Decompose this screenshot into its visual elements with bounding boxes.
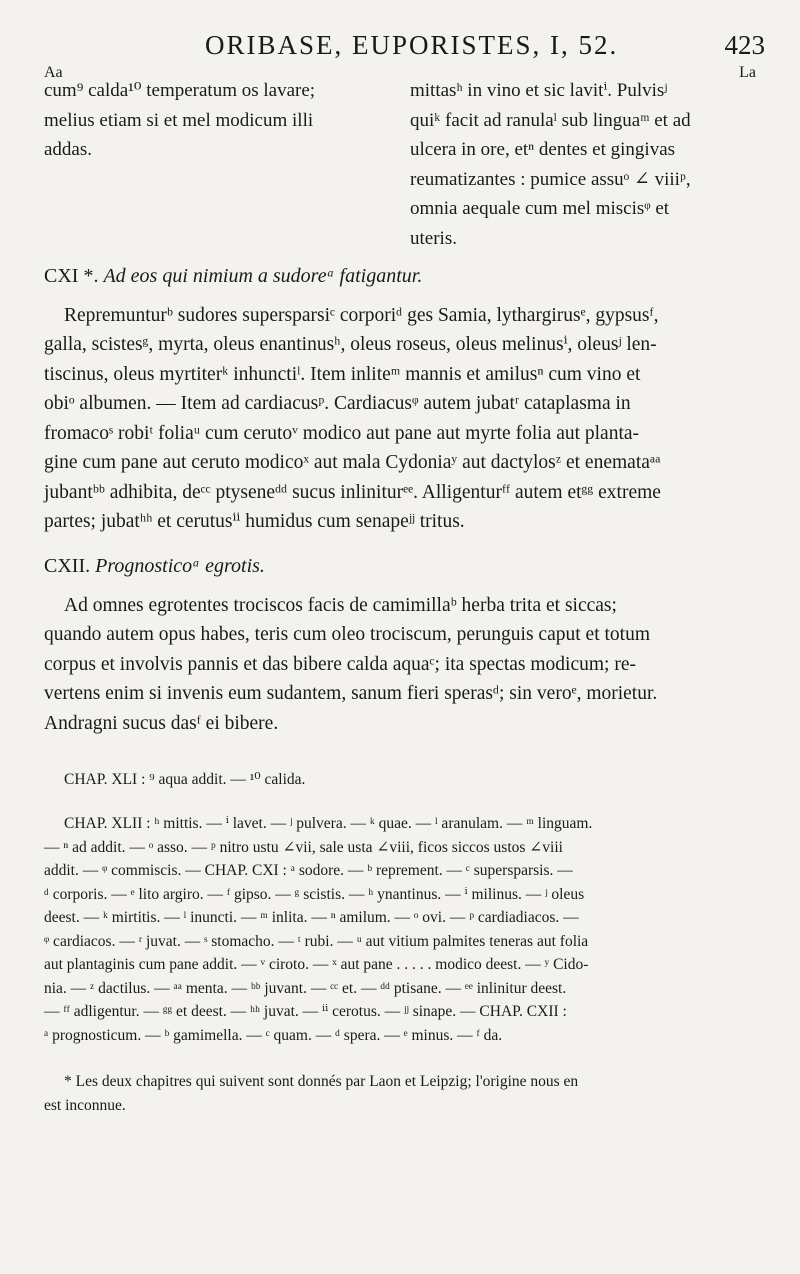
left-column-line: addas. <box>44 139 93 160</box>
chapter-cxii <box>44 552 756 738</box>
chapter-cxii-heading <box>44 552 756 582</box>
chapter-cxi-title: Ad eos qui nimium a sudoreᵃ fatigantur. <box>103 265 423 287</box>
apparatus-line: — ⁿ ad addit. — ᵒ asso. — ᵖ nitro ustu ∠vii, sale usta ∠viii, ficos siccos ustos ∠viii <box>44 838 563 856</box>
chapter-cxii-line: Ad omnes egrotentes trociscos facis de camimillaᵇ herba trita et siccas; <box>64 594 617 616</box>
chapter-cxi-line: Repremunturᵇ sudores supersparsiᶜ corporiᵈ ges Samia, lythargirusᵉ, gypsusᶠ, <box>64 304 659 326</box>
chapter-cxii-title: Prognosticoᵃ egrotis. <box>95 555 265 577</box>
running-title: ORIBASE, EUPORISTES, I, 52. <box>205 30 619 60</box>
chapter-cxi-line: fromacoˢ robiᵗ foliaᵘ cum cerutoᵛ modico aut pane aut myrte folia aut planta- <box>44 422 640 444</box>
left-column-line: cum⁹ calda¹⁰ temperatum os lavare; <box>44 80 316 101</box>
left-column-line: melius etiam si et mel modicum illi <box>44 109 314 131</box>
chapter-cxi-line: jubantᵇᵇ adhibita, deᶜᶜ ptyseneᵈᵈ sucus inliniturᵉᵉ. Alligenturᶠᶠ autem etᵍᵍ extreme <box>44 481 661 503</box>
page-number: 423 <box>724 30 765 60</box>
chapter-cxii-line: vertens enim si invenis eum sudantem, sanum fieri sperasᵈ; sin veroᵉ, morietur. <box>44 683 658 704</box>
chapter-cxi <box>44 262 756 537</box>
manuscript-sigla-left: Aa <box>44 64 63 81</box>
apparatus-line: deest. — ᵏ mirtitis. — ˡ inuncti. — ᵐ inlita. — ⁿ amilum. — ᵒ ovi. — ᵖ cardiadiacos. — <box>44 909 579 926</box>
apparatus-line: nia. — ᶻ dactilus. — ᵃᵃ menta. — ᵇᵇ juvant. — ᶜᶜ et. — ᵈᵈ ptisane. — ᵉᵉ inlinitur deest. <box>44 979 567 997</box>
chapter-cxii-line: quando autem opus habes, teris cum oleo trociscum, perunguis caput et totum <box>44 624 650 645</box>
chapter-cxi-line: partes; jubatʰʰ et cerutusⁱⁱ humidus cum senapeʲʲ tritus. <box>44 511 465 532</box>
chapter-cxi-line: galla, scistesᵍ, myrta, oleus enantinusʰ, oleus roseus, oleus melinusⁱ, oleusʲ len- <box>44 334 657 355</box>
right-column <box>410 76 755 253</box>
right-column-line: quiᵏ facit ad ranulaˡ sub linguaᵐ et ad <box>410 109 691 131</box>
apparatus-criticus-xlii <box>44 812 756 1047</box>
chapter-cxi-heading <box>44 262 756 292</box>
chapter-cxii-line: Andragni sucus dasᶠ ei bibere. <box>44 712 279 734</box>
chapter-cxii-number: CXII. <box>44 555 91 577</box>
apparatus-line: CHAP. XLII : ʰ mittis. — ⁱ lavet. — ʲ pulvera. — ᵏ quae. — ˡ aranulam. — ᵐ linguam. <box>64 815 593 832</box>
apparatus-line: addit. — ᵠ commiscis. — CHAP. CXI : ᵃ sodore. — ᵇ reprement. — ᶜ supersparsis. — <box>44 862 573 879</box>
left-column <box>44 76 389 165</box>
right-column-line: ulcera in ore, etⁿ dentes et gingivas <box>410 139 676 160</box>
apparatus-criticus-xli <box>44 768 756 792</box>
apparatus-line: aut plantaginis cum pane addit. — ᵛ ciroto. — ˣ aut pane . . . . . modico deest. — ʸ Cido- <box>44 956 589 973</box>
chapter-cxi-line: obiᵒ albumen. — Item ad cardiacusᵖ. Cardiacusᵠ autem jubatʳ cataplasma in <box>44 393 631 414</box>
manuscript-sigla-right: La <box>739 64 756 81</box>
footnote-line: * Les deux chapitres qui suivent sont donnés par Laon et Leipzig; l'origine nous en <box>64 1073 579 1090</box>
chapter-cxi-line: gine cum pane aut ceruto modicoˣ aut mala Cydoniaʸ aut dactylosᶻ et enemataᵃᵃ <box>44 452 661 473</box>
running-header <box>0 30 800 70</box>
chapter-cxii-line: corpus et involvis pannis et das bibere calda aquaᶜ; ita spectas modicum; re- <box>44 653 636 675</box>
apparatus-line: ᵃ prognosticum. — ᵇ gamimella. — ᶜ quam. — ᵈ spera. — ᵉ minus. — ᶠ da. <box>44 1026 503 1044</box>
apparatus-line: ᵈ corporis. — ᵉ lito argiro. — ᶠ gipso. — ᵍ scistis. — ʰ ynantinus. — ⁱ milinus. — ʲ oleus <box>44 885 585 903</box>
chapter-cxi-line: tiscinus, oleus myrtiterᵏ inhunctiˡ. Item inliteᵐ mannis et amilusⁿ cum vino et <box>44 363 641 385</box>
right-column-line: mittasʰ in vino et sic lavitⁱ. Pulvisʲ <box>410 80 668 101</box>
footnote-line: est inconnue. <box>44 1096 126 1114</box>
footnote <box>44 1070 756 1117</box>
right-column-line: reumatizantes : pumice assuᵒ ∠ viiiᵖ, <box>410 168 691 190</box>
apparatus-line: ᵠ cardiacos. — ʳ juvat. — ˢ stomacho. — ᵗ rubi. — ᵘ aut vitium palmites teneras aut folia <box>44 932 589 950</box>
apparatus-line: — ᶠᶠ adligentur. — ᵍᵍ et deest. — ʰʰ juvat. — ⁱⁱ cerotus. — ʲʲ sinape. — CHAP. CXII : <box>44 1003 567 1020</box>
right-column-line: uteris. <box>410 227 457 249</box>
apparatus-line: CHAP. XLI : ⁹ aqua addit. — ¹⁰ calida. <box>64 771 306 788</box>
chapter-cxi-number: CXI *. <box>44 265 99 287</box>
right-column-line: omnia aequale cum mel miscisᵠ et <box>410 198 670 219</box>
